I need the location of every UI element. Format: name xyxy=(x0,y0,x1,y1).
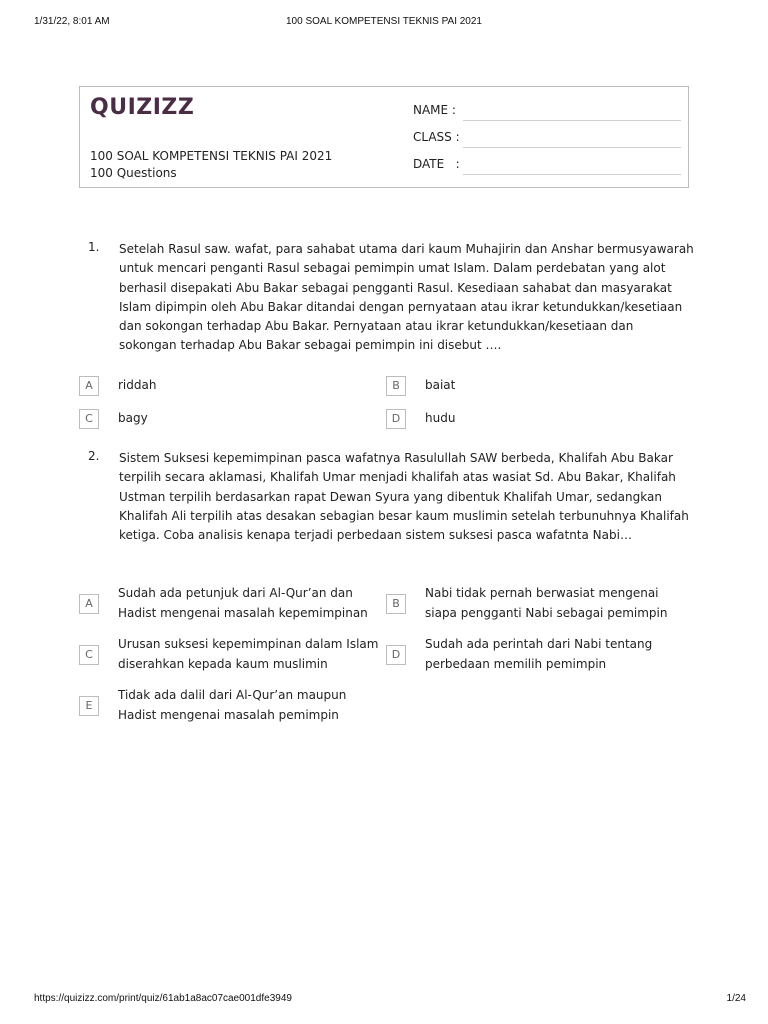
print-footer xyxy=(0,993,768,1007)
option-text: baiat xyxy=(425,378,456,392)
option-text: hudu xyxy=(425,411,456,425)
quiz-header-box xyxy=(79,86,689,188)
option-text: Sudah ada petunjuk dari Al-Qur’an dan Hadist mengenai masalah kepemimpinan xyxy=(118,586,368,620)
option-letter-box: C xyxy=(79,409,99,429)
option-letter-box: A xyxy=(79,376,99,396)
class-field[interactable] xyxy=(413,128,681,148)
option-letter-box: B xyxy=(386,594,406,614)
option-text: Sudah ada perintah dari Nabi tentang perbedaan memilih pemimpin xyxy=(425,637,653,671)
question-text: Sistem Suksesi kepemimpinan pasca wafatnya Rasulullah SAW berbeda, Khalifah Abu Bakar terpilih secara aklamasi, Khalifah Umar menjadi khalifah atas wasiat Sd. Abu Bakar, Khalifah Ustman terpilih berdasarkan rapat Dewan Syura yang dibentuk Khalifah Umar, sedangkan Khalifah Ali terpilih atas desakan sebagian besar kaum muslimin setelah terbunuhnya Khalifah ketiga. Coba analisis kenapa terjadi perbedaan sistem suksesi pasca wafatnta Nabi… xyxy=(119,451,689,543)
option-letter-box: B xyxy=(386,376,406,396)
print-url: https://quizizz.com/print/quiz/61ab1a8ac07cae001dfe3949 xyxy=(34,993,292,1004)
option-text: bagy xyxy=(118,411,148,425)
option-text: Tidak ada dalil dari Al-Qur’an maupun Hadist mengenai masalah pemimpin xyxy=(118,688,347,722)
option-letter-box: E xyxy=(79,696,99,716)
option-text: riddah xyxy=(118,378,157,392)
quizizz-logo: QUIZIZZ xyxy=(90,95,195,120)
page-number: 1/24 xyxy=(726,993,746,1004)
name-label: NAME : xyxy=(413,103,456,117)
date-label: DATE : xyxy=(413,157,460,171)
option-text: Urusan suksesi kepemimpinan dalam Islam diserahkan kepada kaum muslimin xyxy=(118,637,379,671)
option-text: Nabi tidak pernah berwasiat mengenai siapa pengganti Nabi sebagai pemimpin xyxy=(425,586,668,620)
quiz-title: 100 SOAL KOMPETENSI TEKNIS PAI 2021 xyxy=(90,149,333,163)
question-text: Setelah Rasul saw. wafat, para sahabat utama dari kaum Muhajirin dan Anshar bermusyawarah untuk mencari penganti Rasul sebagai pemimpin umat Islam. Dalam perdebatan yang alot berhasil disepakati Abu Bakar sebagai pengganti Rasul. Kesediaan sahabat dan masyarakat Islam dipimpin oleh Abu Bakar ditandai dengan pernyataan atau ikrar ketundukkan/kesetiaan dan sokongan terhadap Abu Bakar. Pernyataan atau ikrar ketundukkan/kesetiaan dan sokongan terhadap Abu Bakar sebagai pemimpin ini disebut …. xyxy=(119,242,694,353)
question-count: 100 Questions xyxy=(90,166,177,180)
name-field[interactable] xyxy=(413,101,681,121)
class-line[interactable] xyxy=(463,147,681,148)
question-number: 2. xyxy=(88,449,100,463)
date-field[interactable] xyxy=(413,155,681,175)
name-line[interactable] xyxy=(463,120,681,121)
print-date: 1/31/22, 8:01 AM xyxy=(34,16,110,27)
question-number: 1. xyxy=(88,240,100,254)
option-letter-box: C xyxy=(79,645,99,665)
class-label: CLASS : xyxy=(413,130,460,144)
option-letter-box: A xyxy=(79,594,99,614)
print-doc-title: 100 SOAL KOMPETENSI TEKNIS PAI 2021 xyxy=(285,16,482,27)
option-letter-box: D xyxy=(386,645,406,665)
option-letter-box: D xyxy=(386,409,406,429)
date-line[interactable] xyxy=(463,174,681,175)
print-header xyxy=(0,16,768,30)
